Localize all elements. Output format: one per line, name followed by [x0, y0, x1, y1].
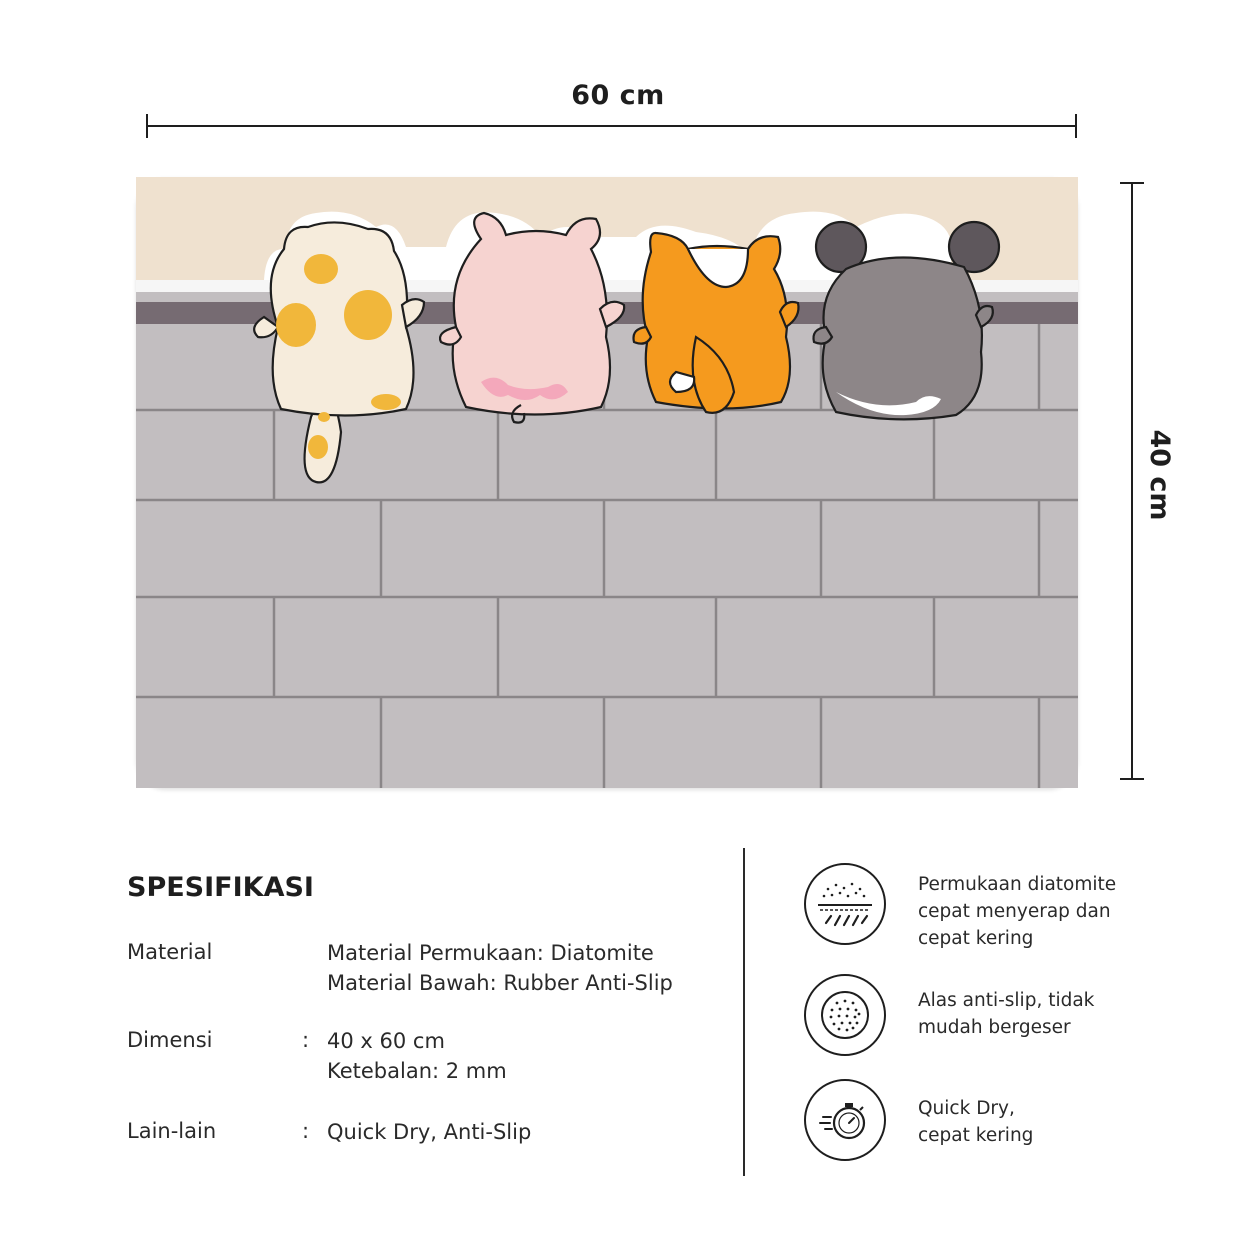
spec-title: SPESIFIKASI: [127, 872, 314, 903]
height-dimension-label: 40 cm: [1144, 429, 1175, 521]
feature-line: mudah bergeser: [918, 1017, 1071, 1038]
spec-label-dimensi: Dimensi: [127, 1028, 213, 1052]
feature-line: cepat kering: [918, 1125, 1034, 1146]
feature-line: Permukaan diatomite: [918, 874, 1117, 895]
spec-colon-lain: :: [302, 1119, 310, 1143]
spec-value-line: Ketebalan: 2 mm: [327, 1059, 507, 1083]
brand-logo-taff: taff: [1022, 926, 1061, 947]
brand-logo-home: HOME: [1060, 926, 1123, 947]
feature-line: Quick Dry,: [918, 1098, 1015, 1119]
absorb-surface-icon: [804, 863, 886, 945]
spec-value-line: Quick Dry, Anti-Slip: [327, 1120, 532, 1144]
spec-value-dimensi: [327, 1026, 507, 1086]
feature-text-absorb: [918, 871, 1116, 952]
spec-colon-dimensi: :: [302, 1028, 310, 1052]
spec-label-material: Material: [127, 940, 213, 964]
feature-line: Alas anti-slip, tidak: [918, 990, 1095, 1011]
spec-value-lain: [327, 1117, 531, 1147]
mat-illustration: [136, 177, 1078, 788]
quick-dry-stopwatch-icon: [804, 1079, 886, 1161]
spec-value-line: Material Permukaan: Diatomite: [327, 941, 654, 965]
width-dimension-label: 60 cm: [571, 80, 665, 111]
spec-value-material: [327, 938, 673, 998]
corgi-figure: [634, 233, 799, 413]
anti-slip-dots-icon: [804, 974, 886, 1056]
spec-label-lain: Lain-lain: [127, 1119, 217, 1143]
width-ruler: [146, 125, 1077, 127]
section-divider: [743, 848, 745, 1176]
height-ruler: [1131, 182, 1133, 780]
spec-value-line: Material Bawah: Rubber Anti-Slip: [327, 971, 673, 995]
feature-text-quick-dry: [918, 1095, 1033, 1149]
feature-line: cepat kering: [918, 928, 1034, 949]
feature-text-anti-slip: [918, 987, 1094, 1041]
feature-line: cepat menyerap dan: [918, 901, 1111, 922]
spec-value-line: 40 x 60 cm: [327, 1029, 445, 1053]
